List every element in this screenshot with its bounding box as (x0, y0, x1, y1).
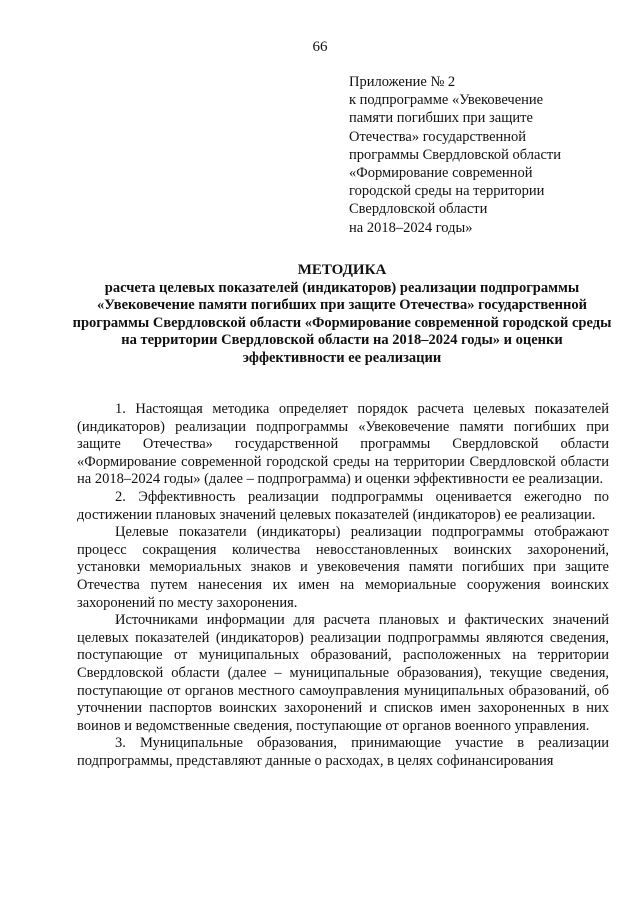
page-number: 66 (312, 39, 328, 55)
paragraph-1: 1. Настоящая методика определяет порядок расчета целевых показателей (индикаторов) реализации подпрограммы «Увековечение памяти погибших при защите Отечества» государственной программы Свердловской области «Формирование современной городской среды на территории Свердловской области на 2018–2024 годы» (далее – подпрограмма) и оценки эффективности ее реализации. (77, 401, 609, 488)
paragraph-2: 2. Эффективность реализации подпрограммы оценивается ежегодно по достижении плановых значений целевых показателей (индикаторов) ее реализации. (77, 488, 609, 523)
document-heading (70, 262, 614, 367)
appendix-line: на 2018–2024 годы» (349, 219, 473, 236)
appendix-line: городской среды на территории (349, 183, 545, 200)
appendix-line: Приложение № 2 (349, 74, 456, 90)
document-body (77, 401, 609, 770)
appendix-note (349, 73, 599, 237)
document-title: МЕТОДИКА (297, 262, 387, 278)
appendix-line: памяти погибших при защите (349, 110, 533, 127)
appendix-line: программы Свердловской области (349, 146, 562, 163)
appendix-line: Отечества» государственной (349, 128, 527, 145)
paragraph-4: Источниками информации для расчета плановых и фактических значений целевых показателей (индикаторов) реализации подпрограммы являются сведения, поступающие от муниципальных образований, расположенных на территории Свердловской области (далее – муниципальные образования), текущие сведения, поступающие от органов местного самоуправления муниципальных образований, об уточнении паспортов воинских захоронений и списков имен захороненных в них воинов и ведомственные сведения, поступающие от органов военного управления. (77, 612, 609, 734)
appendix-line: «Формирование современной (349, 165, 533, 182)
paragraph-3: Целевые показатели (индикаторы) реализации подпрограммы отображают процесс сокращения количества невосстановленных воинских захоронений, установки мемориальных знаков и увековечения памяти погибших при защите Отечества путем нанесения их имен на мемориальные сооружения воинских захоронений по месту захоронения. (77, 524, 609, 611)
appendix-line: Свердловской области (349, 201, 488, 218)
document-subtitle: расчета целевых показателей (индикаторов) реализации подпрограммы «Увековечение памяти погибших при защите Отечества» государственной программы Свердловской области «Формирование современной городской среды на территории Свердловской области на 2018–2024 годы» и оценки эффективности ее реализации (72, 279, 612, 366)
paragraph-5: 3. Муниципальные образования, принимающие участие в реализации подпрограммы, представляют данные о расходах, в целях софинансирования (77, 735, 609, 769)
appendix-line: к подпрограмме «Увековечение (349, 92, 544, 109)
